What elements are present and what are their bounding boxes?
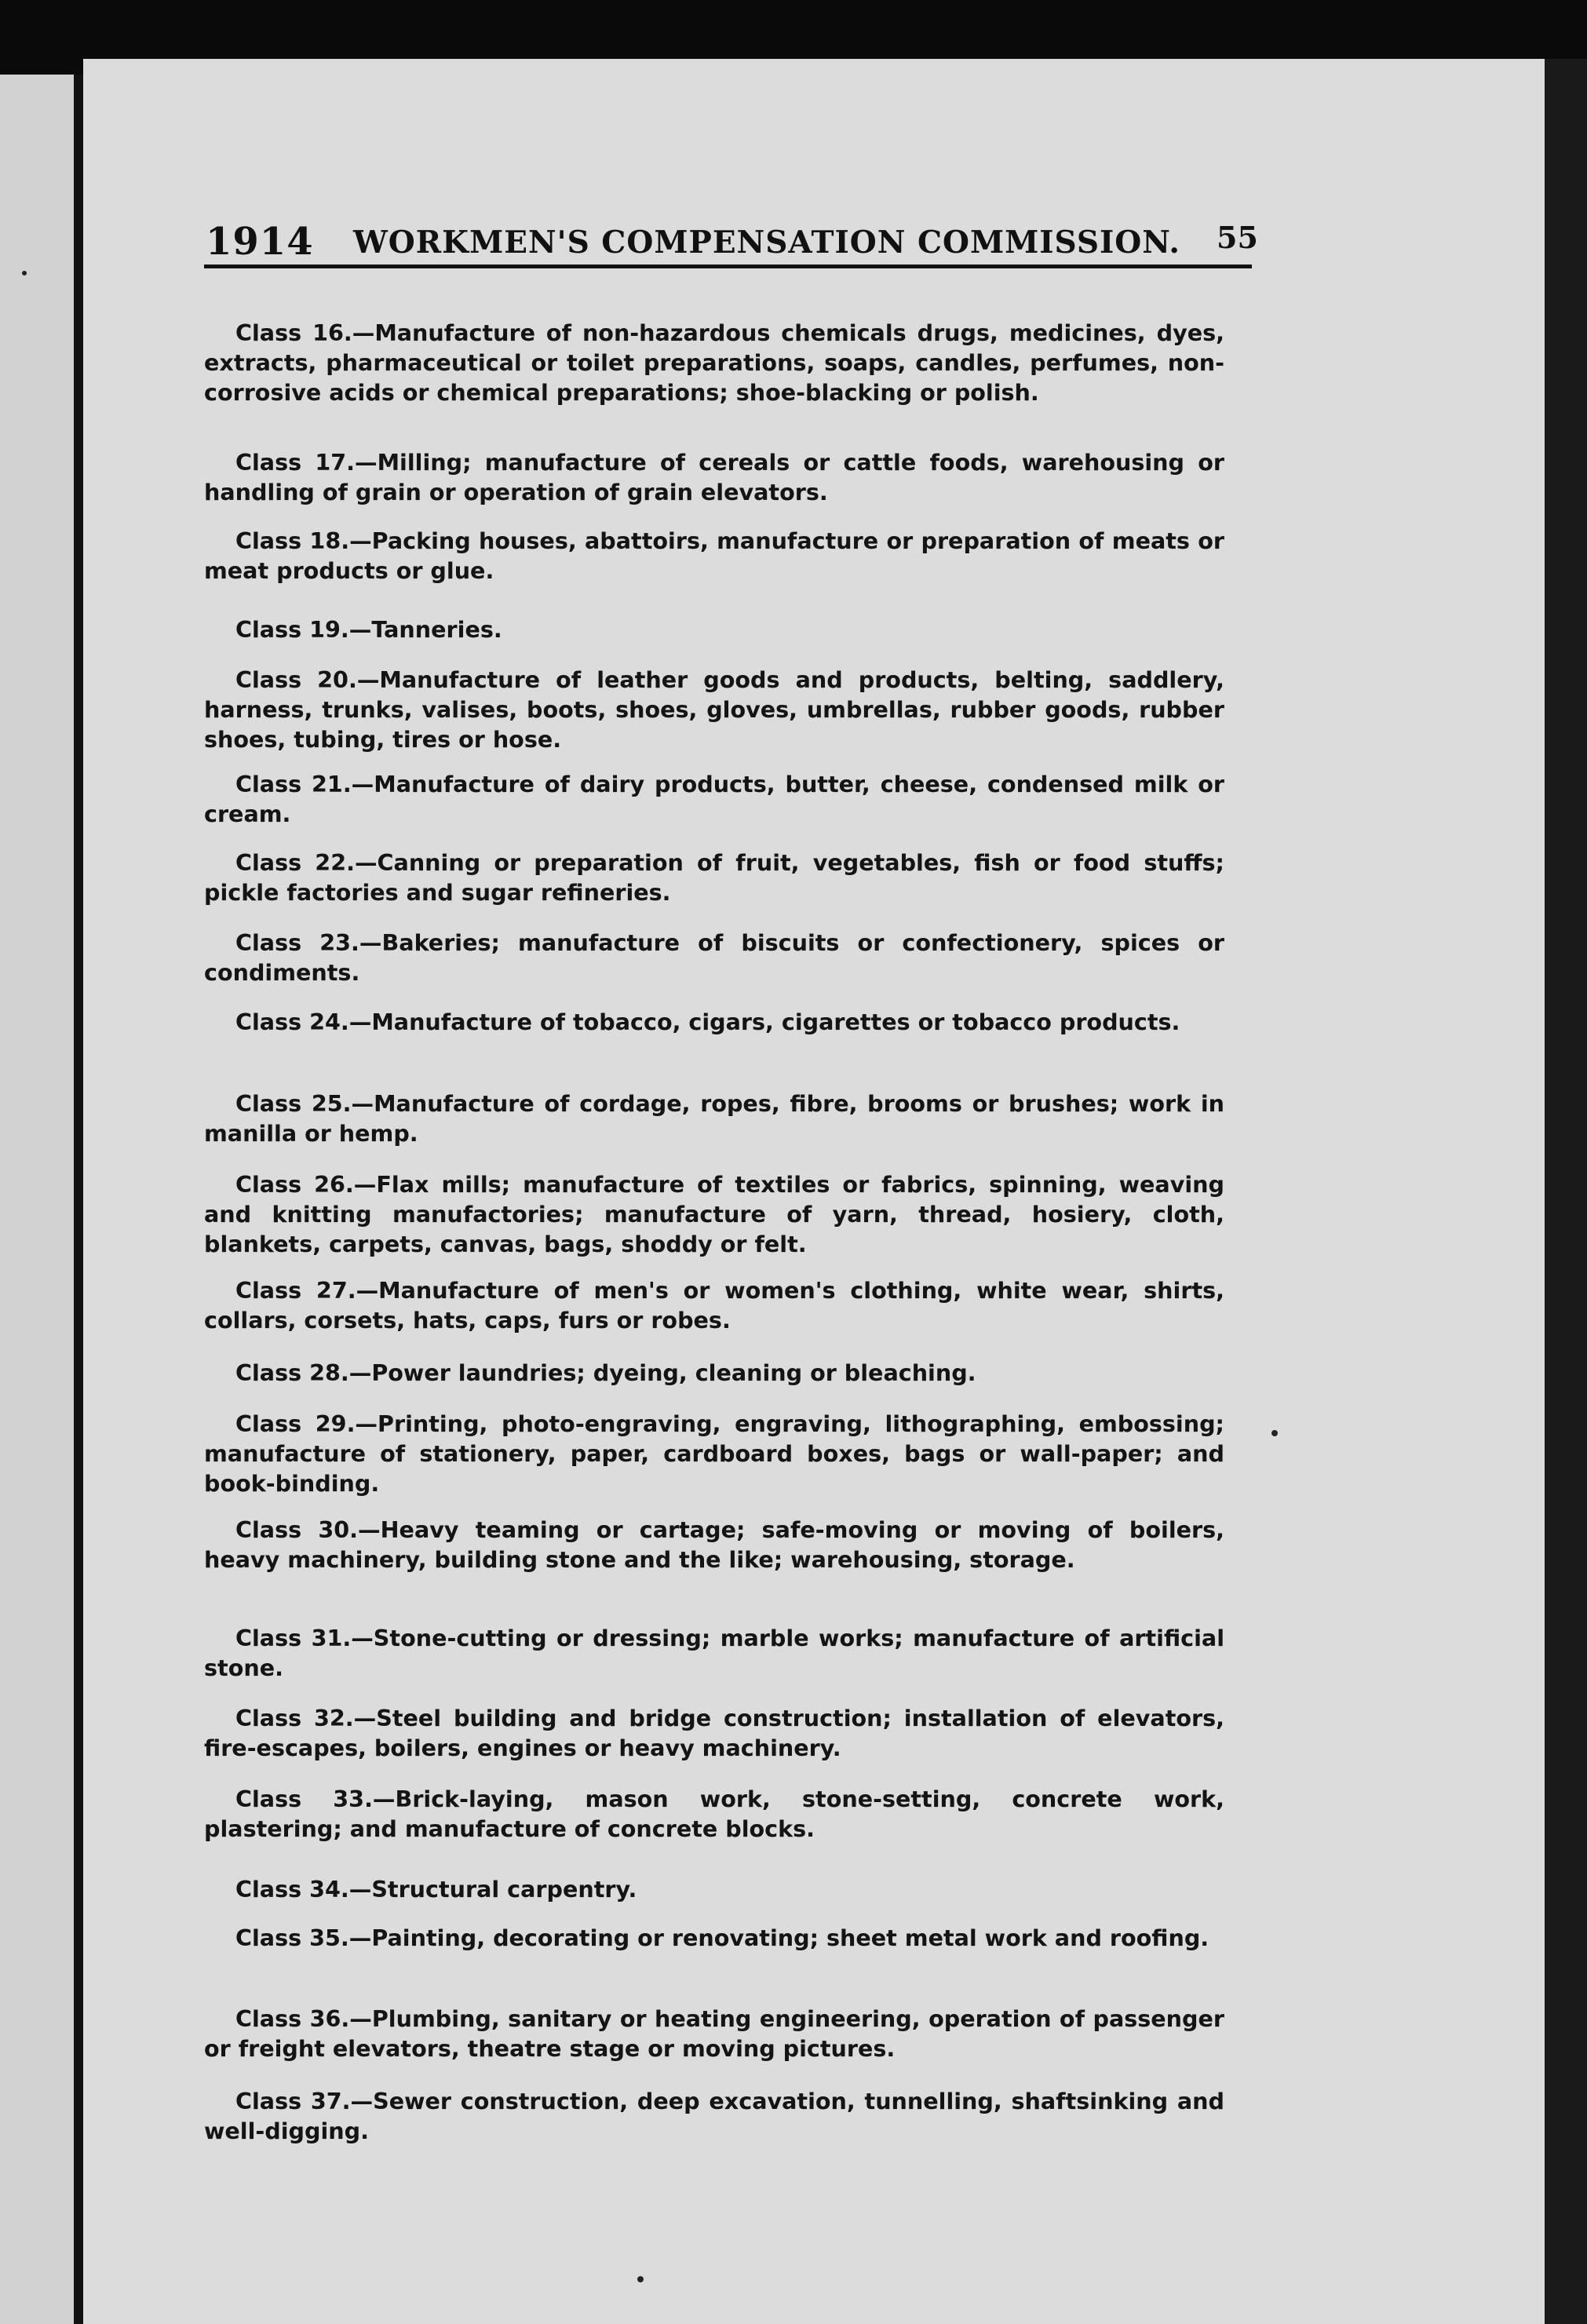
class-entry-22: Class 22.—Canning or preparation of fruit, vegetables, fish or food stuffs; pickle factories and sugar refineries. [204, 849, 1224, 906]
class-entry-26: Class 26.—Flax mills; manufacture of textiles or fabrics, spinning, weaving and knitting manufactories; manufacture of yarn, thread, hosiery, cloth, blankets, carpets, canvas, bags, shoddy or felt. [204, 1171, 1224, 1257]
page-number: 55 [1217, 220, 1258, 255]
class-entry-21: Class 21.—Manufacture of dairy products, butter, cheese, condensed milk or cream. [204, 771, 1224, 827]
class-entry-30: Class 30.—Heavy teaming or cartage; safe-moving or moving of boilers, heavy machinery, building stone and the like; warehousing, storage. [204, 1516, 1224, 1573]
running-header [118, 157, 1258, 264]
class-entry-27: Class 27.—Manufacture of men's or women's clothing, white wear, shirts, collars, corsets, hats, caps, furs or robes. [204, 1277, 1224, 1333]
class-entry-36: Class 36.—Plumbing, sanitary or heating engineering, operation of passenger or freight elevators, theatre stage or moving pictures. [204, 2005, 1224, 2062]
class-entry-18: Class 18.—Packing houses, abattoirs, manufacture or preparation of meats or meat products or glue. [204, 527, 1224, 584]
class-entry-33: Class 33.—Brick-laying, mason work, stone-setting, concrete work, plastering; and manufacture of concrete blocks. [204, 1786, 1224, 1842]
class-entry-34: Class 34.—Structural carpentry. [235, 1876, 637, 1903]
class-entry-32: Class 32.—Steel building and bridge construction; installation of elevators, fire-escapes, boilers, engines or heavy machinery. [204, 1705, 1224, 1761]
class-entry-20: Class 20.—Manufacture of leather goods and products, belting, saddlery, harness, trunks, valises, boots, shoes, gloves, umbrellas, rubber goods, rubber shoes, tubing, tires or hose. [204, 666, 1224, 753]
class-entry-37: Class 37.—Sewer construction, deep excavation, tunnelling, shaftsinking and well-digging. [204, 2088, 1224, 2144]
facing-page-edge [0, 75, 74, 2324]
class-entry-25: Class 25.—Manufacture of cordage, ropes, fibre, brooms or brushes; work in manilla or hemp. [204, 1090, 1224, 1147]
header-title: WORKMEN'S COMPENSATION COMMISSION. [353, 224, 1180, 261]
header-rule [204, 265, 1252, 268]
class-entry-17: Class 17.—Milling; manufacture of cereals or cattle foods, warehousing or handling of grain or operation of grain elevators. [204, 449, 1224, 505]
ink-speck [22, 271, 27, 275]
class-entry-35: Class 35.—Painting, decorating or renovating; sheet metal work and roofing. [235, 1925, 1209, 1951]
ink-speck [1271, 1430, 1278, 1436]
ink-speck [637, 2276, 644, 2282]
page-right-border [1545, 59, 1587, 2324]
class-entry-16: Class 16.—Manufacture of non-hazardous chemicals drugs, medicines, dyes, extracts, pharmaceutical or toilet preparations, soaps, candles, perfumes, non-corrosive acids or chemical preparations; shoe-blacking or polish. [204, 319, 1224, 406]
class-entry-29: Class 29.—Printing, photo-engraving, engraving, lithographing, embossing; manufacture of stationery, paper, cardboard boxes, bags or wall-paper; and book-binding. [204, 1410, 1224, 1497]
class-entry-19: Class 19.—Tanneries. [235, 616, 502, 643]
header-year: 1914 [206, 220, 314, 264]
class-entry-31: Class 31.—Stone-cutting or dressing; marble works; manufacture of artificial stone. [204, 1625, 1224, 1681]
class-entry-28: Class 28.—Power laundries; dyeing, cleaning or bleaching. [235, 1359, 976, 1386]
class-entry-23: Class 23.—Bakeries; manufacture of biscuits or confectionery, spices or condiments. [204, 929, 1224, 986]
class-entry-24: Class 24.—Manufacture of tobacco, cigars, cigarettes or tobacco products. [235, 1009, 1180, 1035]
book-gutter [74, 75, 83, 2324]
